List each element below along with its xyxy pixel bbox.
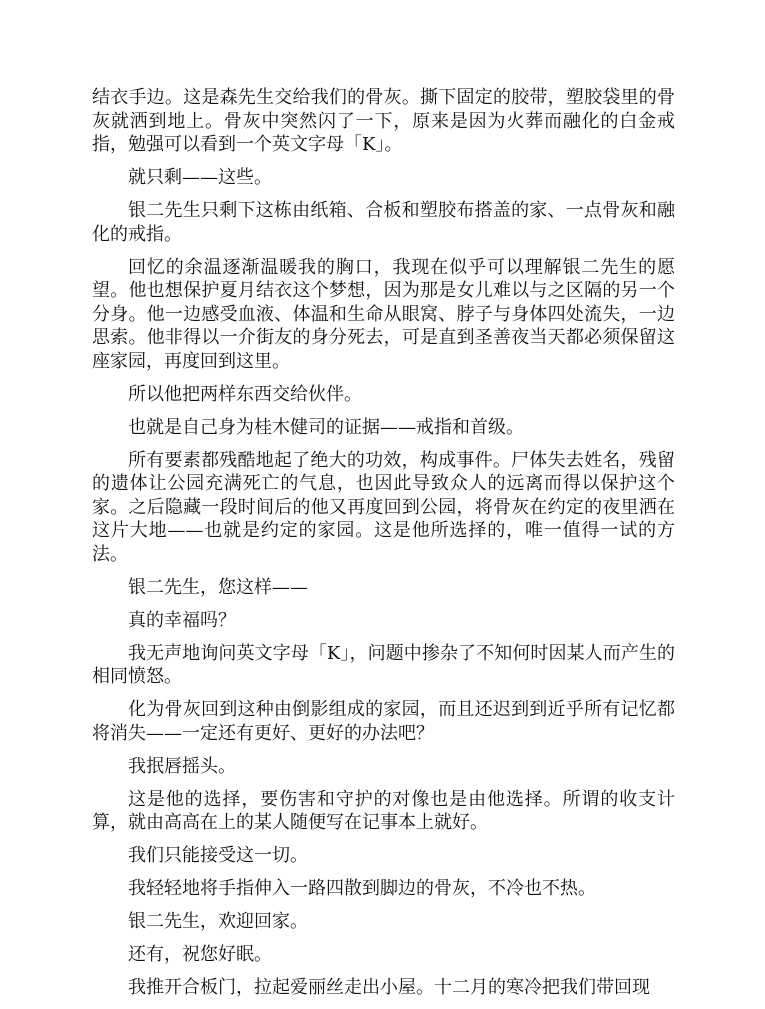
paragraph: 结衣手边。这是森先生交给我们的骨灰。撕下固定的胶带，塑胶袋里的骨灰就洒到地上。骨灰中突然闪了一下，原来是因为火葬而融化的白金戒指，勉强可以看到一个英文字母「K」。 bbox=[92, 87, 675, 155]
paragraph: 我轻轻地将手指伸入一路四散到脚边的骨灰，不冷也不热。 bbox=[128, 878, 596, 899]
paragraph: 化为骨灰回到这种由倒影组成的家园，而且还迟到到近乎所有记忆都将消失——一定还有更好、更好的办法吧？ bbox=[92, 699, 675, 744]
paragraph: 我推开合板门，拉起爱丽丝走出小屋。十二月的寒冷把我们带回现 bbox=[128, 977, 650, 998]
paragraph: 银二先生，欢迎回家。 bbox=[128, 911, 308, 932]
document-page bbox=[92, 86, 675, 1009]
paragraph: 所以他把两样东西交给伙伴。 bbox=[128, 383, 362, 405]
paragraph: 这是他的选择，要伤害和守护的对像也是由他选择。所谓的收支计算，就由高高在上的某人随便写在记事本上就好。 bbox=[92, 788, 675, 833]
paragraph: 回忆的余温逐渐温暖我的胸口，我现在似乎可以理解银二先生的愿望。他也想保护夏月结衣这个梦想，因为那是女儿难以与之区隔的另一个分身。他一边感受血液、体温和生命从眼窝、脖子与身体四处流失，一边思索。他非得以一介街友的身分死去，可是直到圣善夜当天都必须保留这座家园，再度回到这里。 bbox=[92, 256, 675, 372]
paragraph: 所有要素都残酷地起了绝大的功效，构成事件。尸体失去姓名，残留的遗体让公园充满死亡的气息，也因此导致众人的远离而得以保护这个家。之后隐藏一段时间后的他又再度回到公园，将骨灰在约定的夜里洒在这片大地——也就是约定的家园。这是他所选择的，唯一值得一试的方法。 bbox=[92, 449, 675, 565]
paragraph: 也就是自己身为桂木健司的证据——戒指和首级。 bbox=[128, 416, 524, 438]
paragraph: 我们只能接受这一切。 bbox=[128, 845, 308, 866]
paragraph: 就只剩——这些。 bbox=[128, 167, 272, 188]
paragraph: 我抿唇摇头。 bbox=[128, 755, 236, 777]
paragraph: 真的幸福吗？ bbox=[128, 609, 236, 631]
paragraph: 银二先生只剩下这栋由纸箱、合板和塑胶布搭盖的家、一点骨灰和融化的戒指。 bbox=[92, 200, 675, 245]
paragraph: 我无声地询问英文字母「K」，问题中掺杂了不知何时因某人而产生的相同愤怒。 bbox=[92, 642, 675, 687]
paragraph: 还有，祝您好眠。 bbox=[128, 944, 272, 965]
paragraph: 银二先生，您这样—— bbox=[128, 576, 308, 598]
